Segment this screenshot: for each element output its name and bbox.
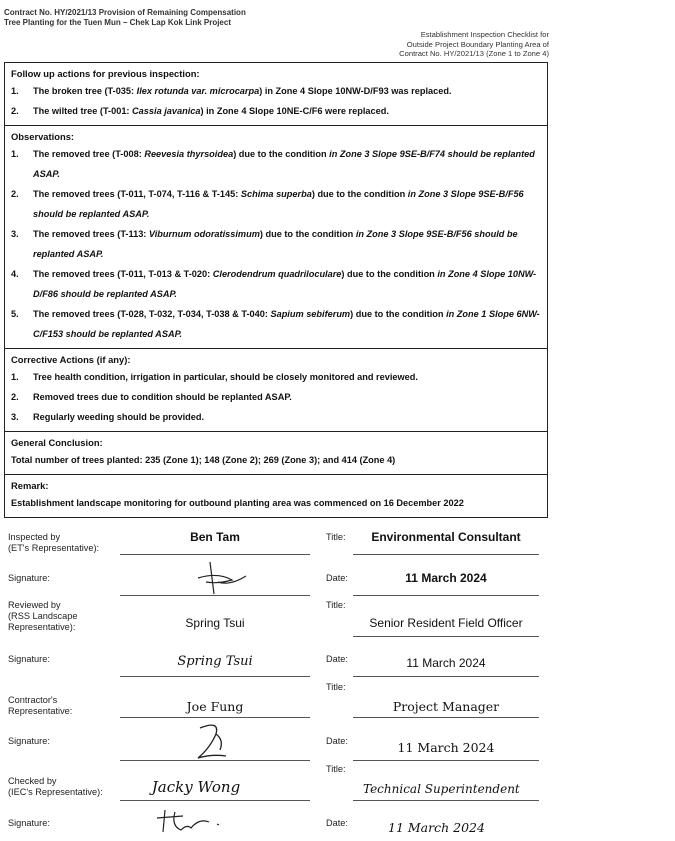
species-name: Sapium sebiferum <box>270 309 351 319</box>
inspected-signature <box>188 558 258 596</box>
title-label: Title: <box>326 532 346 542</box>
item-number: 1. <box>11 86 19 96</box>
title-label: Title: <box>326 600 346 610</box>
contractor-signature-line <box>120 760 310 761</box>
follow-up-title: Follow up actions for previous inspection: <box>11 68 200 79</box>
date-label: Date: <box>326 573 348 583</box>
corrective-item <box>11 407 541 427</box>
checked-title: Technical Superintendent <box>363 782 520 796</box>
item-number: 1. <box>11 149 19 159</box>
corrective-section <box>5 349 547 432</box>
inspected-title: Environmental Consultant <box>371 530 521 544</box>
conclusion-text: Total number of trees planted: 235 (Zone 1); 148 (Zone 2); 269 (Zone 3); and 414 (Zone 4) <box>11 455 396 465</box>
item-text: ) due to the condition <box>233 149 330 159</box>
signature-label: Signature: <box>8 818 50 828</box>
location-text: in Zone 3 Slope 9SE-B/F74 should be replanted ASAP. <box>33 149 535 179</box>
inspected-name: Ben Tam <box>190 530 240 544</box>
contract-header <box>4 8 246 28</box>
inspected-name-line <box>120 554 310 555</box>
corrective-item <box>11 387 541 407</box>
observations-title: Observations: <box>11 131 75 142</box>
item-text: The wilted tree (T-001: <box>33 106 133 116</box>
remark-text: Establishment landscape monitoring for outbound planting area was commenced on 16 December 2022 <box>11 498 464 508</box>
checked-by-label: Checked by (IEC's Representative): <box>8 776 103 797</box>
reviewed-title-line <box>353 636 539 637</box>
species-name: Reevesia thyrsoidea <box>144 149 234 159</box>
checked-date: 11 March 2024 <box>388 820 485 835</box>
checked-name-line <box>120 800 310 801</box>
checklist-header-line-2: Outside Project Boundary Planting Area of <box>406 39 549 49</box>
reviewed-signature: Spring Tsui <box>177 654 253 669</box>
title-label: Title: <box>326 764 346 774</box>
observation-item <box>11 184 541 224</box>
item-text: The removed trees (T-113: <box>33 229 149 239</box>
signoff-block <box>8 520 543 841</box>
item-text: Tree health condition, irrigation in particular, should be closely monitored and reviewed. <box>33 372 418 382</box>
follow-up-section <box>5 63 547 126</box>
observation-item <box>11 264 541 304</box>
observations-section <box>5 126 547 349</box>
follow-up-item <box>11 101 541 121</box>
species-name: Clerodendrum quadriloculare <box>212 269 342 279</box>
remark-section <box>5 475 547 517</box>
reviewed-by-label: Reviewed by (RSS Landscape Representative): <box>8 600 78 632</box>
item-text: ) due to the condition <box>259 229 356 239</box>
reviewed-date: 11 March 2024 <box>406 656 486 670</box>
item-text: Regularly weeding should be provided. <box>33 412 205 422</box>
species-name: Ilex rotunda var. microcarpa <box>136 86 260 96</box>
contractor-label: Contractor's Representative: <box>8 695 73 716</box>
corrective-item <box>11 367 541 387</box>
species-name: Schima superba <box>240 189 312 199</box>
item-text: ) in Zone 4 Slope 10NE-C/F6 were replaced. <box>200 106 389 116</box>
location-text: in Zone 3 Slope 9SE-B/F56 should be replanted ASAP. <box>33 229 518 259</box>
inspected-by-label: Inspected by (ET's Representative): <box>8 532 100 553</box>
checked-signature <box>153 806 233 836</box>
contract-header-line-1: Contract No. HY/2021/13 Provision of Remaining Compensation <box>4 8 246 17</box>
contract-header-line-2: Tree Planting for the Tuen Mun – Chek Lap Kok Link Project <box>4 18 231 27</box>
item-number: 1. <box>11 372 19 382</box>
follow-up-item <box>11 81 541 101</box>
species-name: Cassia javanica <box>132 106 201 116</box>
inspected-date: 11 March 2024 <box>405 571 487 585</box>
checklist-header-line-3: Contract No. HY/2021/13 (Zone 1 to Zone 4) <box>399 49 549 58</box>
location-text: in Zone 1 Slope 6NW-C/F153 should be replanted ASAP. <box>33 309 540 339</box>
item-text: ) in Zone 4 Slope 10NW-D/F93 was replaced. <box>259 86 452 96</box>
checklist-header <box>399 30 549 59</box>
date-label: Date: <box>326 654 348 664</box>
checked-name: Jacky Wong <box>151 778 241 796</box>
date-label: Date: <box>326 736 348 746</box>
conclusion-title: General Conclusion: <box>11 437 103 448</box>
location-text: in Zone 3 Slope 9SE-B/F56 should be replanted ASAP. <box>33 189 524 219</box>
item-number: 3. <box>11 229 19 239</box>
checklist-table <box>4 62 548 518</box>
contractor-name-line <box>120 717 310 718</box>
checked-title-line <box>353 800 539 801</box>
contractor-name: Joe Fung <box>186 699 244 714</box>
location-text: in Zone 4 Slope 10NW-D/F86 should be replanted ASAP. <box>33 269 537 299</box>
remark-title: Remark: <box>11 480 49 491</box>
observation-item <box>11 224 541 264</box>
item-number: 3. <box>11 412 19 422</box>
signature-label: Signature: <box>8 736 50 746</box>
reviewed-name: Spring Tsui <box>185 616 245 630</box>
conclusion-section <box>5 432 547 475</box>
checklist-header-line-1: Establishment Inspection Checklist for <box>420 30 549 39</box>
observation-item <box>11 304 541 344</box>
species-name: Viburnum odoratissimum <box>148 229 260 239</box>
contractor-signature <box>190 720 240 762</box>
title-label: Title: <box>326 682 346 692</box>
contractor-date-line <box>353 760 539 761</box>
contractor-title: Project Manager <box>392 699 500 714</box>
item-text: The removed trees (T-011, T-013 & T-020: <box>33 269 213 279</box>
item-text: The removed trees (T-011, T-074, T-116 & T-145: <box>33 189 241 199</box>
item-text: Removed trees due to condition should be replanted ASAP. <box>33 392 292 402</box>
item-text: The removed trees (T-028, T-032, T-034, T-038 & T-040: <box>33 309 271 319</box>
item-number: 4. <box>11 269 19 279</box>
item-text: ) due to the condition <box>341 269 438 279</box>
date-label: Date: <box>326 818 348 828</box>
contractor-date: 11 March 2024 <box>397 740 495 755</box>
reviewed-title: Senior Resident Field Officer <box>369 616 523 630</box>
inspected-title-line <box>353 554 539 555</box>
item-text: The removed tree (T-008: <box>33 149 145 159</box>
corrective-title: Corrective Actions (if any): <box>11 354 131 365</box>
observation-item <box>11 144 541 184</box>
item-number: 2. <box>11 189 19 199</box>
reviewed-signature-line <box>120 676 310 677</box>
item-text: The broken tree (T-035: <box>33 86 137 96</box>
item-number: 2. <box>11 106 19 116</box>
item-text: ) due to the condition <box>311 189 408 199</box>
signature-label: Signature: <box>8 573 50 583</box>
item-number: 2. <box>11 392 19 402</box>
inspected-signature-line <box>120 595 310 596</box>
item-number: 5. <box>11 309 19 319</box>
signature-label: Signature: <box>8 654 50 664</box>
contractor-title-line <box>353 717 539 718</box>
reviewed-date-line <box>353 676 539 677</box>
item-text: ) due to the condition <box>350 309 447 319</box>
inspected-date-line <box>353 595 539 596</box>
